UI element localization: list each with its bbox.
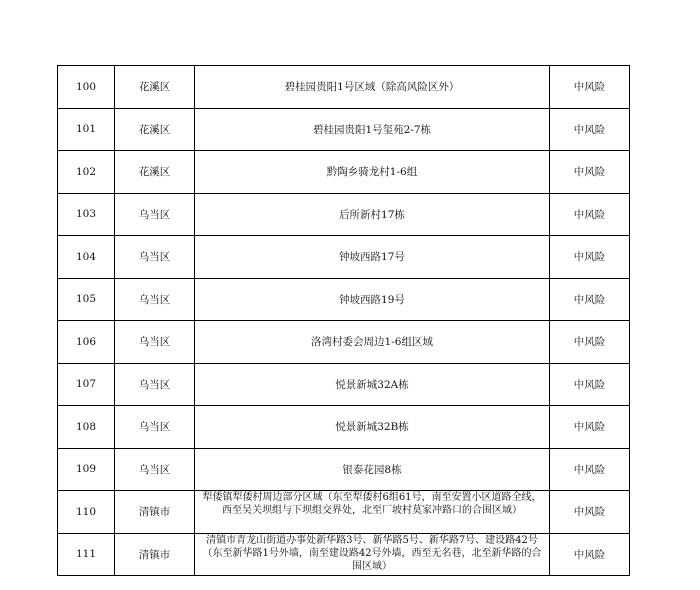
row-number: 101 xyxy=(58,108,115,151)
row-number: 109 xyxy=(58,448,115,491)
risk-level-cell: 中风险 xyxy=(550,533,630,576)
risk-level-cell: 中风险 xyxy=(550,151,630,194)
table-row xyxy=(58,448,630,491)
table-row xyxy=(58,193,630,236)
table-row xyxy=(58,533,630,576)
risk-level-cell: 中风险 xyxy=(550,108,630,151)
row-number: 104 xyxy=(58,236,115,279)
location-cell: 黔陶乡骑龙村1-6组 xyxy=(195,151,550,194)
district-cell: 乌当区 xyxy=(115,278,195,321)
row-number: 106 xyxy=(58,321,115,364)
table-row xyxy=(58,66,630,109)
location-cell: 犁倭镇犁倭村周边部分区域（东至犁倭村6组61号，南至安置小区道路全线，西至吴关坝组与下坝组交界处，北至厂坡村莫家冲路口的合围区域） xyxy=(195,491,550,534)
location-cell: 碧桂园贵阳1号区域（除高风险区外） xyxy=(195,66,550,109)
table-row xyxy=(58,278,630,321)
row-number: 102 xyxy=(58,151,115,194)
row-number: 100 xyxy=(58,66,115,109)
location-cell: 洛湾村委会周边1-6组区域 xyxy=(195,321,550,364)
table-row xyxy=(58,151,630,194)
table-row xyxy=(58,491,630,534)
location-cell: 悦景新城32A栋 xyxy=(195,363,550,406)
location-cell: 后所新村17栋 xyxy=(195,193,550,236)
district-cell: 乌当区 xyxy=(115,236,195,279)
table-row xyxy=(58,108,630,151)
row-number: 107 xyxy=(58,363,115,406)
row-number: 111 xyxy=(58,533,115,576)
district-cell: 花溪区 xyxy=(115,66,195,109)
location-cell: 悦景新城32B栋 xyxy=(195,406,550,449)
location-cell: 银泰花园8栋 xyxy=(195,448,550,491)
row-number: 108 xyxy=(58,406,115,449)
district-cell: 乌当区 xyxy=(115,193,195,236)
district-cell: 乌当区 xyxy=(115,321,195,364)
location-cell: 碧桂园贵阳1号玺苑2-7栋 xyxy=(195,108,550,151)
district-cell: 清镇市 xyxy=(115,491,195,534)
table-row xyxy=(58,321,630,364)
risk-level-cell: 中风险 xyxy=(550,66,630,109)
risk-level-cell: 中风险 xyxy=(550,448,630,491)
risk-level-cell: 中风险 xyxy=(550,278,630,321)
risk-level-cell: 中风险 xyxy=(550,236,630,279)
risk-level-cell: 中风险 xyxy=(550,363,630,406)
district-cell: 乌当区 xyxy=(115,448,195,491)
risk-area-table xyxy=(57,65,630,576)
risk-level-cell: 中风险 xyxy=(550,321,630,364)
risk-level-cell: 中风险 xyxy=(550,193,630,236)
table-row xyxy=(58,406,630,449)
risk-level-cell: 中风险 xyxy=(550,406,630,449)
district-cell: 乌当区 xyxy=(115,406,195,449)
district-cell: 乌当区 xyxy=(115,363,195,406)
table-row xyxy=(58,236,630,279)
district-cell: 清镇市 xyxy=(115,533,195,576)
row-number: 110 xyxy=(58,491,115,534)
row-number: 105 xyxy=(58,278,115,321)
location-cell: 清镇市青龙山街道办事处新华路3号、新华路5号、新华路7号、建设路42号（东至新华路1号外墙，南至建设路42号外墙，西至无名巷，北至新华路的合围区域） xyxy=(195,533,550,576)
district-cell: 花溪区 xyxy=(115,151,195,194)
location-cell: 钟坡西路17号 xyxy=(195,236,550,279)
table-row xyxy=(58,363,630,406)
risk-level-cell: 中风险 xyxy=(550,491,630,534)
district-cell: 花溪区 xyxy=(115,108,195,151)
row-number: 103 xyxy=(58,193,115,236)
location-cell: 钟坡西路19号 xyxy=(195,278,550,321)
